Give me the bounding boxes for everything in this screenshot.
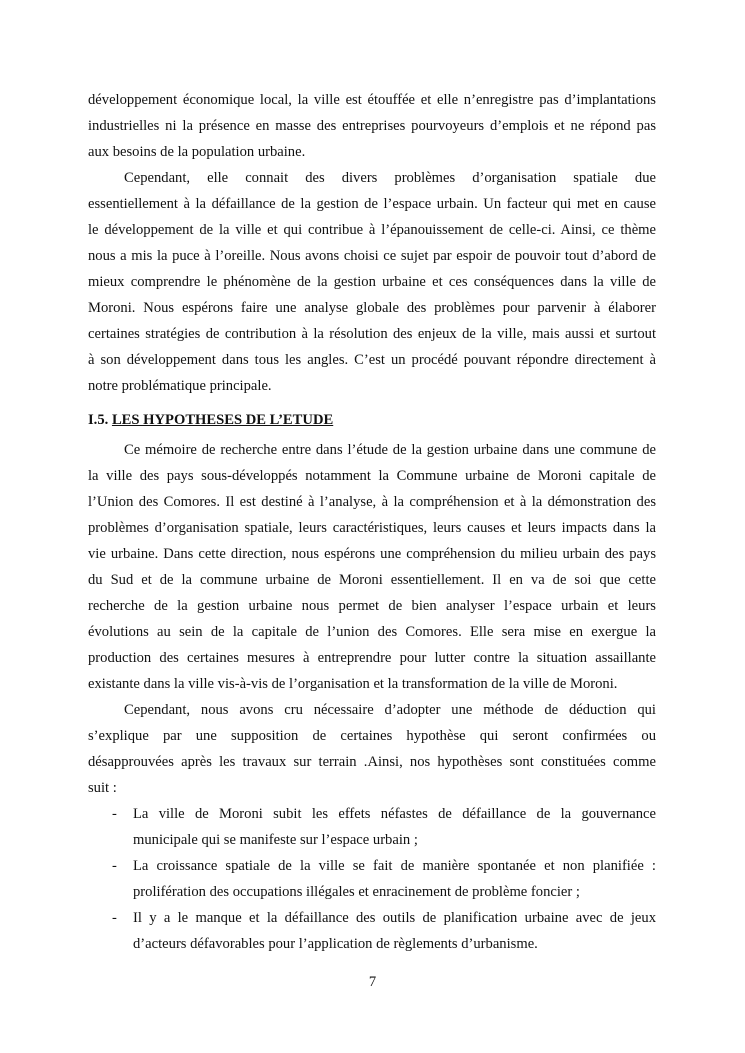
text-line: s’explique par une supposition de certaines hypothèse qui seront confirmées ou (88, 728, 656, 744)
text-line: industrielles ni la présence en masse des entreprises pourvoyeurs d’emplois et ne répond pas (88, 118, 656, 134)
bullet-dash: - (112, 806, 117, 822)
text-line: certaines stratégies de contribution à la résolution des enjeux de la ville, mais aussi et surtout (88, 326, 656, 342)
paragraph (88, 87, 656, 165)
text-line: suit : (88, 780, 117, 796)
text-line: essentiellement à la défaillance de la gestion de l’espace urbain. Un facteur qui met en cause (88, 196, 656, 212)
hypotheses-list (88, 801, 656, 957)
text-line: nous a mis la puce à l’oreille. Nous avons choisi ce sujet par espoir de pouvoir tout d’abord de (88, 248, 656, 264)
section-title: LES HYPOTHESES DE L’ETUDE (111, 412, 334, 428)
text-line: notre problématique principale. (88, 378, 272, 394)
text-line: production des certaines mesures à entreprendre pour lutter contre la situation assaillante (88, 650, 656, 666)
section-number: I.5. (88, 412, 109, 428)
text-line: Moroni. Nous espérons faire une analyse globale des problèmes pour parvenir à élaborer (88, 300, 656, 316)
text-line: la ville des pays sous-développés notamment la Commune urbaine de Moroni capitale de (88, 468, 656, 484)
paragraph (88, 437, 656, 697)
section-heading (88, 407, 656, 433)
list-item (88, 853, 656, 905)
text-line: évolutions au sein de la capitale de l’union des Comores. Elle sera mise en exergue la (88, 624, 656, 640)
text-line: municipale qui se manifeste sur l’espace urbain ; (133, 832, 418, 848)
bullet-dash: - (112, 858, 117, 874)
text-line: vie urbaine. Dans cette direction, nous espérons une compréhension du milieu urbain des pays (88, 546, 656, 562)
list-item (88, 905, 656, 957)
text-line: prolifération des occupations illégales et enracinement de problème foncier ; (133, 884, 580, 900)
paragraph (88, 165, 656, 399)
text-line: du Sud et de la commune urbaine de Moroni essentiellement. Il en va de soi que cette (88, 572, 656, 588)
bullet-dash: - (112, 910, 117, 926)
list-item (88, 801, 656, 853)
text-line: développement économique local, la ville est étouffée et elle n’enregistre pas d’implantations (88, 92, 656, 108)
text-line: le développement de la ville et qui contribue à l’épanouissement de celle-ci. Ainsi, ce thème (88, 222, 656, 238)
text-line: Cependant, elle connait des divers problèmes d’organisation spatiale due (124, 170, 656, 186)
intro-section (88, 87, 656, 399)
hypotheses-section (88, 437, 656, 801)
text-line: La croissance spatiale de la ville se fait de manière spontanée et non planifiée : (133, 858, 656, 874)
text-line: Ce mémoire de recherche entre dans l’étude de la gestion urbaine dans une commune de (124, 442, 656, 458)
page-number: 7 (368, 974, 377, 990)
text-line: désapprouvées après les travaux sur terrain .Ainsi, nos hypothèses sont constituées comme (88, 754, 656, 770)
text-line: à son développement dans tous les angles. C’est un procédé pouvant répondre directement à (88, 352, 656, 368)
text-line: mieux comprendre le phénomène de la gestion urbaine et ces conséquences dans la ville de (88, 274, 656, 290)
text-line: problèmes d’organisation spatiale, leurs caractéristiques, leurs causes et leurs impacts dans la (88, 520, 656, 536)
document-page (88, 87, 656, 957)
text-line: aux besoins de la population urbaine. (88, 144, 306, 160)
text-line: d’acteurs défavorables pour l’application de règlements d’urbanisme. (133, 936, 538, 952)
text-line: existante dans la ville vis-à-vis de l’organisation et la transformation de la ville de Moroni. (88, 676, 618, 692)
paragraph (88, 697, 656, 801)
text-line: La ville de Moroni subit les effets néfastes de défaillance de la gouvernance (133, 806, 656, 822)
text-line: l’Union des Comores. Il est destiné à l’analyse, à la compréhension et à la démonstration des (88, 494, 656, 510)
text-line: Il y a le manque et la défaillance des outils de planification urbaine avec de jeux (133, 910, 656, 926)
text-line: recherche de la gestion urbaine nous permet de bien analyser l’espace urbain et leurs (88, 598, 656, 614)
text-line: Cependant, nous avons cru nécessaire d’adopter une méthode de déduction qui (124, 702, 656, 718)
